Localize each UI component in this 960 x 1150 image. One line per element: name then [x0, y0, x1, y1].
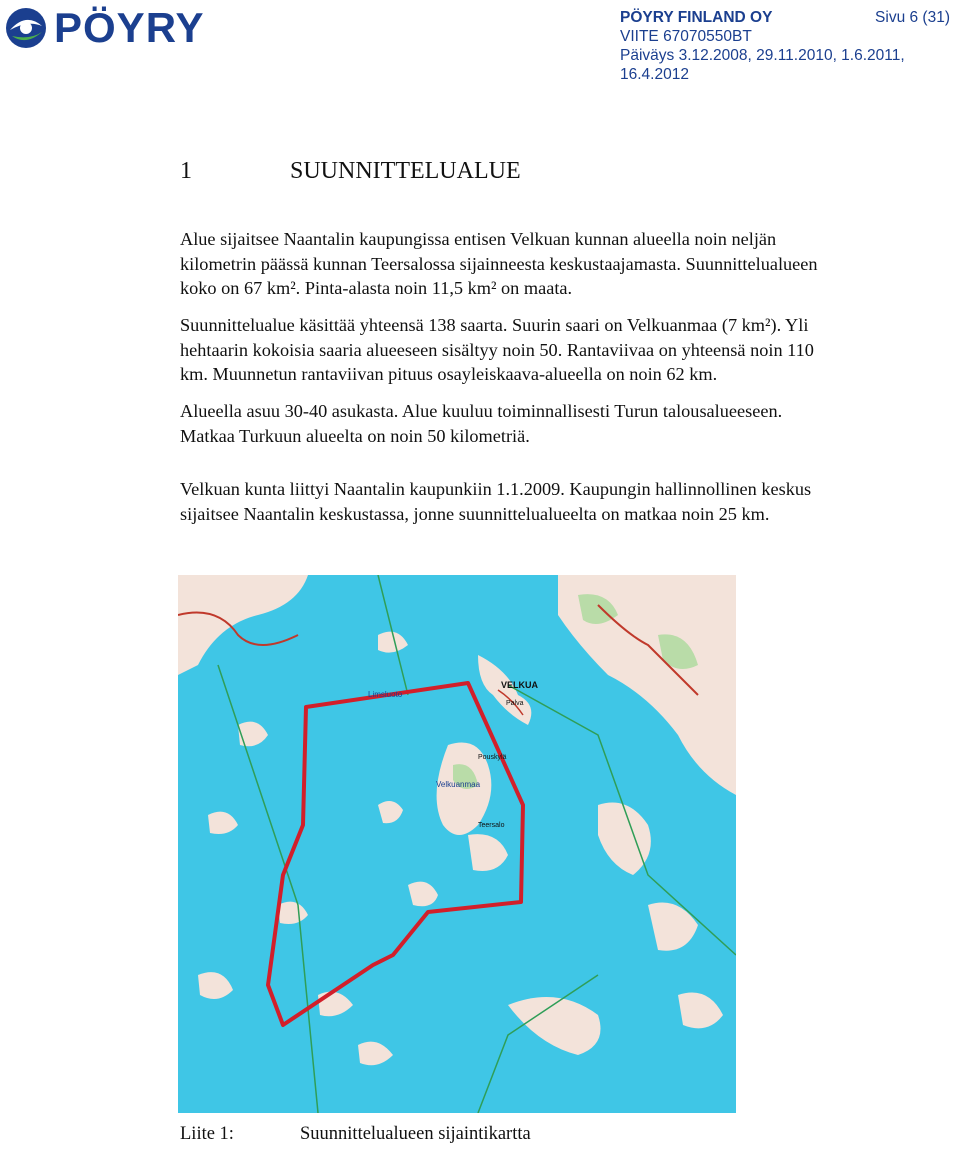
document-reference: VIITE 67070550BT — [620, 28, 752, 45]
company-name: PÖYRY FINLAND OY — [620, 9, 773, 26]
map-label: Teersalo — [478, 822, 505, 829]
caption-text: Suunnittelualueen sijaintikartta — [300, 1124, 531, 1144]
page-number: Sivu 6 (31) — [875, 9, 950, 26]
map-label: Limsluoto — [368, 690, 403, 699]
section-number: 1 — [180, 158, 192, 184]
document-dates: Päiväys 3.12.2008, 29.11.2010, 1.6.2011, — [620, 47, 905, 64]
document-header — [620, 8, 950, 84]
poyry-logo-icon — [4, 6, 48, 50]
paragraph-municipality — [180, 477, 940, 526]
paragraph-population — [180, 399, 940, 448]
text-line: Velkuan kunta liittyi Naantalin kaupunkiin 1.1.2009. Kaupungin hallinnollinen keskus — [180, 479, 812, 499]
paragraph-islands — [180, 313, 940, 387]
logo-wordmark: PÖYRY — [54, 4, 205, 51]
map-label: Velkuanmaa — [436, 780, 481, 789]
text-line: sijaitsee Naantalin keskustassa, jonne suunnittelualueelta on matkaa noin 25 km. — [180, 503, 770, 524]
text-line: Matkaa Turkuun alueelta on noin 50 kilometriä. — [180, 425, 530, 446]
paragraph-location — [180, 227, 940, 301]
text-line: Alue sijaitsee Naantalin kaupungissa entisen Velkuan kunnan alueella noin neljän — [180, 229, 777, 249]
map-label: VELKUA — [501, 680, 539, 690]
text-line: kilometrin päässä kunnan Teersalossa sijainneesta keskustaajamasta. Suunnittelualueen — [180, 253, 818, 274]
text-line: hehtaarin kokoisia saaria alueeseen sisältyy noin 50. Rantaviivaa on yhteensä noin 110 — [180, 339, 814, 360]
text-line: Suunnittelualue käsittää yhteensä 138 saarta. Suurin saari on Velkuanmaa (7 km²). Yli — [180, 315, 809, 335]
section-title: SUUNNITTELUALUE — [290, 158, 521, 184]
text-line: Alueella asuu 30-40 asukasta. Alue kuuluu toiminnallisesti Turun talousalueeseen. — [180, 401, 783, 421]
map-label: Palva — [506, 700, 524, 707]
map-label: Pouskylä — [478, 754, 507, 761]
caption-label: Liite 1: — [180, 1124, 234, 1144]
text-line: koko on 67 km². Pinta-alasta noin 11,5 km² on maata. — [180, 278, 573, 298]
location-map — [178, 575, 736, 1113]
company-logo — [4, 6, 204, 50]
document-dates-continued: 16.4.2012 — [620, 66, 689, 83]
section-heading — [180, 158, 521, 185]
text-line: km. Muunnetun rantaviivan pituus osayleiskaava-alueella on noin 62 km. — [180, 364, 718, 384]
map-caption — [180, 1124, 531, 1145]
